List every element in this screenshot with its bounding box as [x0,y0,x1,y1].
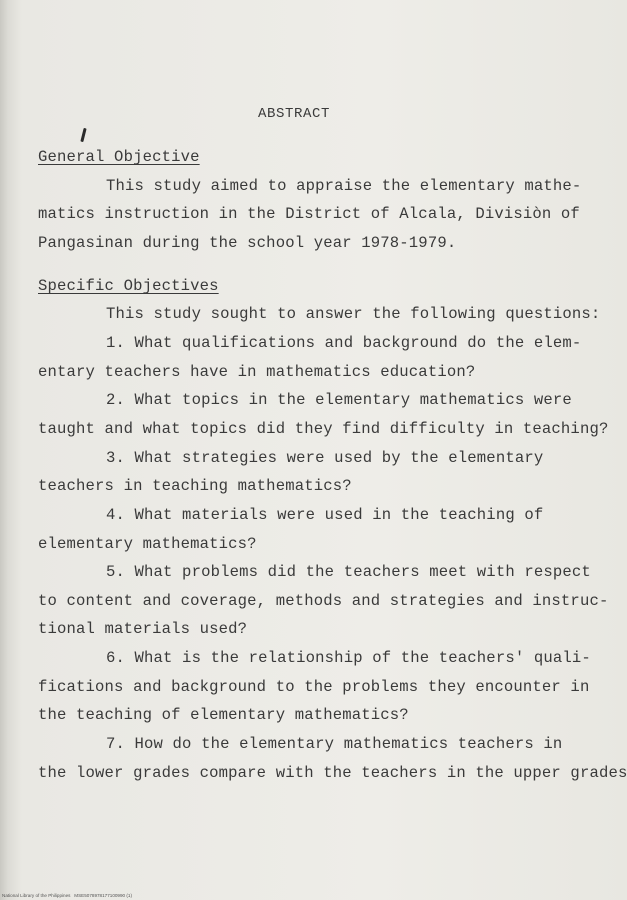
objective-line: teachers in teaching mathematics? [38,477,352,495]
objective-line: 2. What topics in the elementary mathematics were [106,391,572,409]
objective-line: 1. What qualifications and background do the elem- [106,334,582,352]
objective-line: 3. What strategies were used by the elementary [106,449,544,467]
general-objective-line: matics instruction in the District of Alcala, Divisiòn of [38,205,580,223]
objective-line: elementary mathematics? [38,535,257,553]
objective-line: 5. What problems did the teachers meet with respect [106,563,591,581]
abstract-title: ABSTRACT [258,106,331,122]
general-objective-line: Pangasinan during the school year 1978-1979. [38,234,457,252]
library-stamp: National Library of the Philippines MSE5078978177100990 (1) [2,893,132,898]
objective-line: fications and background to the problems they encounter in [38,678,590,696]
objective-line: tional materials used? [38,620,248,638]
general-objective-line: This study aimed to appraise the elementary mathe- [106,177,582,195]
pen-mark [80,128,86,142]
objective-line: to content and coverage, methods and strategies and instruc- [38,592,609,610]
specific-objectives-heading: Specific Objectives [38,277,219,295]
objective-line: the lower grades compare with the teachers in the upper grades [38,764,627,782]
objective-line: 4. What materials were used in the teaching of [106,506,544,524]
objective-line: the teaching of elementary mathematics? [38,706,409,724]
objective-line: taught and what topics did they find difficulty in teaching? [38,420,609,438]
objective-line: 6. What is the relationship of the teachers' quali- [106,649,591,667]
objective-line: This study sought to answer the following questions: [106,305,601,323]
general-objective-heading: General Objective [38,148,200,166]
objective-line: 7. How do the elementary mathematics teachers in [106,735,563,753]
objective-line: entary teachers have in mathematics education? [38,363,476,381]
